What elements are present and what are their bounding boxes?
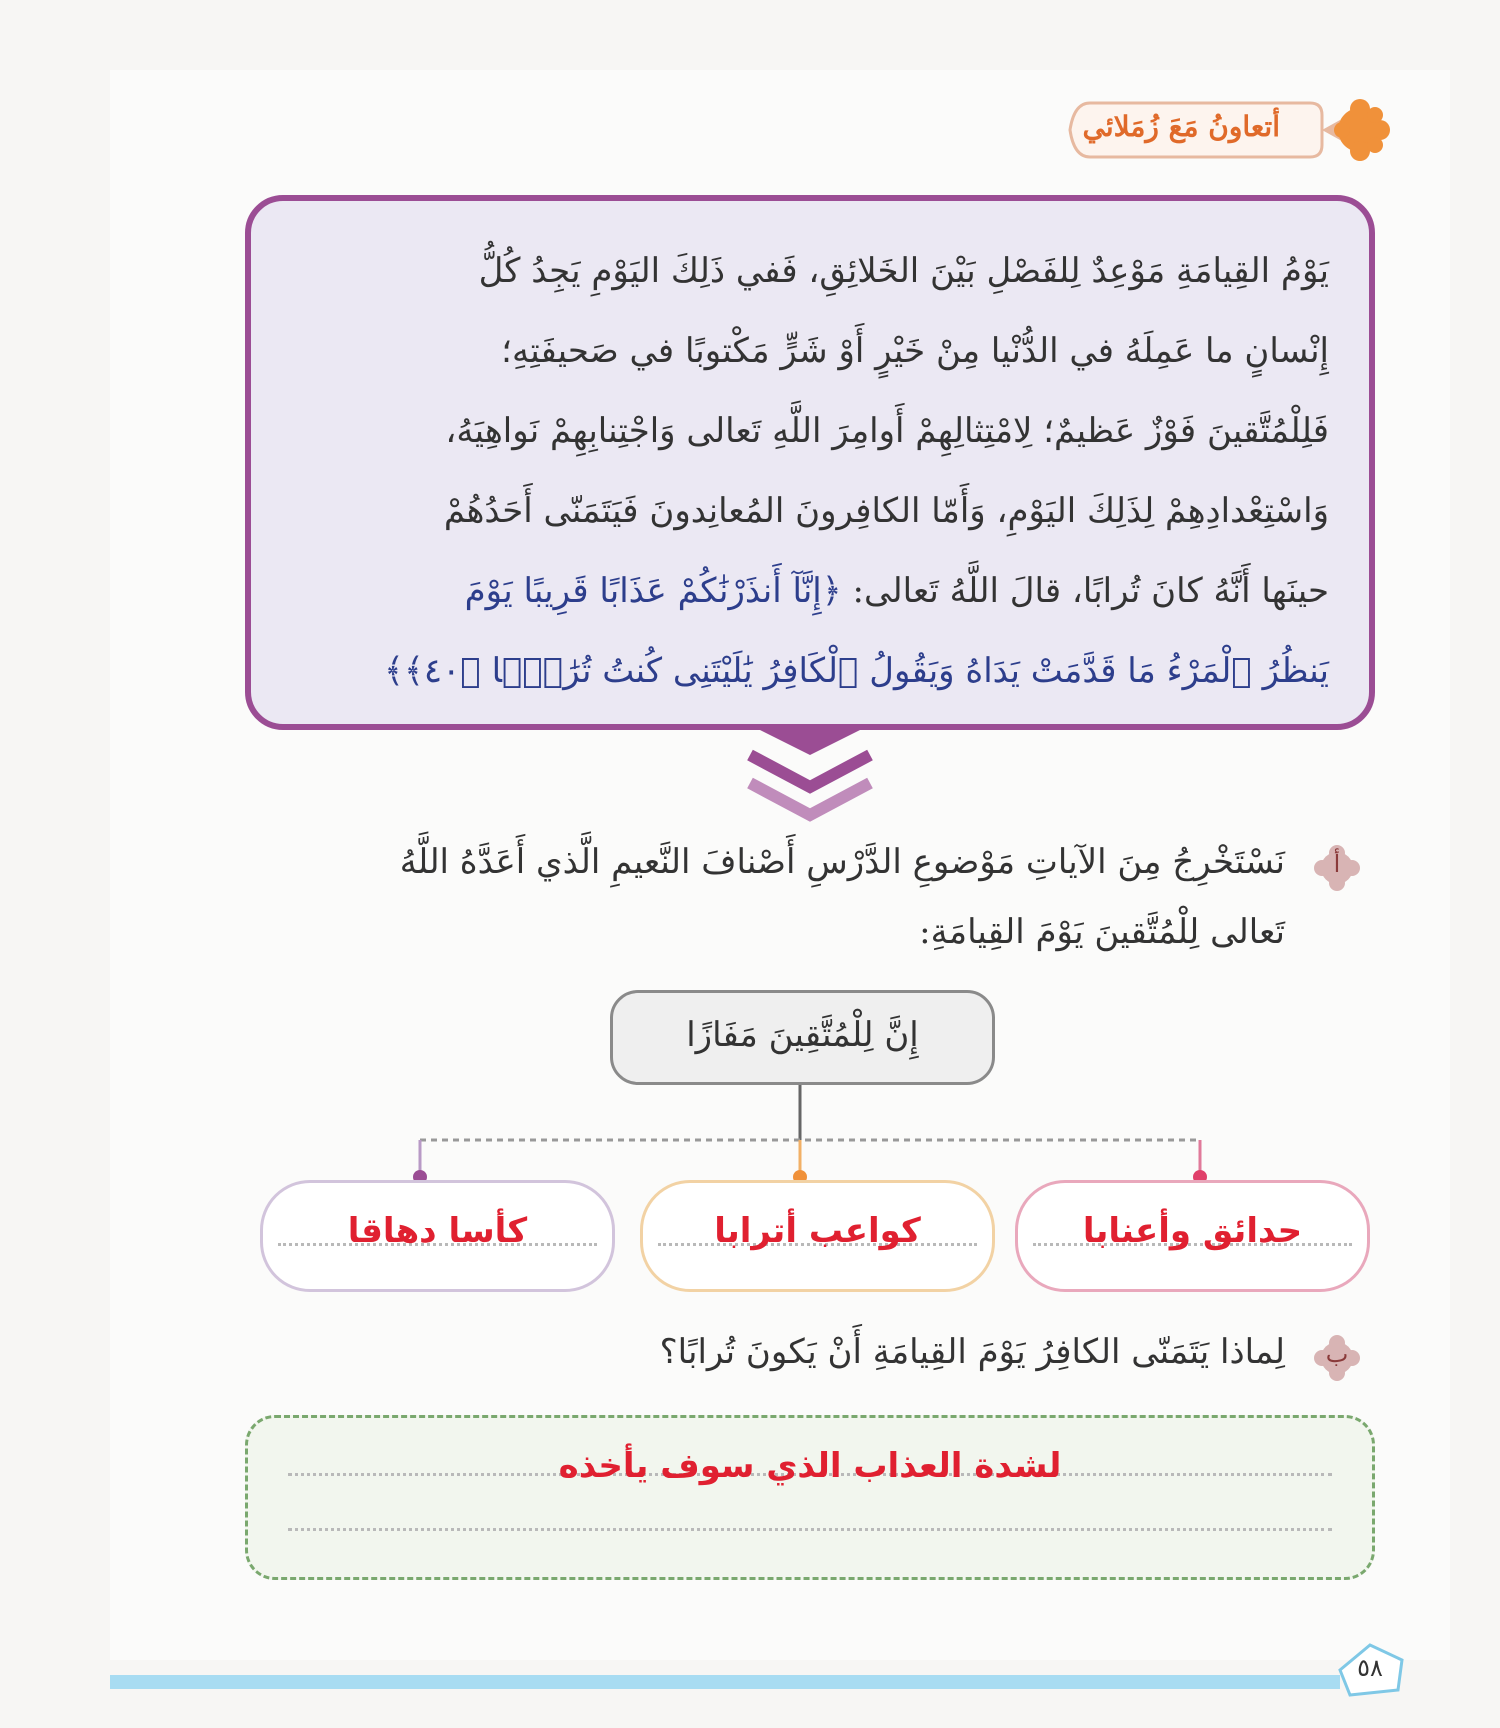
question-b-text: لِماذا يَتَمَنّى الكافِرُ يَوْمَ القِيامَةِ أَنْ يَكونَ تُرابًا؟ (659, 1332, 1285, 1372)
passage-line: إِنْسانٍ ما عَمِلَهُ في الدُّنْيا مِنْ خَيْرٍ أَوْ شَرٍّ مَكْتوبًا في صَحيفَتِهِ؛ (501, 331, 1329, 371)
answer-text: لشدة العذاب الذي سوف يأخذه (558, 1446, 1062, 1486)
question-a-letter: أ (1333, 850, 1341, 878)
answer-box-companions[interactable] (640, 1180, 995, 1292)
page-number-text: ٥٨ (1357, 1654, 1383, 1682)
verse-box: إِنَّ لِلْمُتَّقِينَ مَفَازًا (610, 990, 995, 1085)
question-b-marker (1314, 1335, 1360, 1381)
question-a-text-line2: تَعالى لِلْمُتَّقينَ يَوْمَ القِيامَةِ: (919, 912, 1285, 952)
answer-box-reason[interactable] (245, 1415, 1375, 1580)
passage-line-with-verse (291, 551, 1329, 631)
passage-line: يَوْمُ القِيامَةِ مَوْعِدٌ لِلفَصْلِ بَيْنَ الخَلائِقِ، فَفي ذَلِكَ اليَوْمِ يَجِدُ كُلُّ (478, 251, 1329, 291)
connector-lines (380, 1085, 1230, 1195)
quran-verse: يَنظُرُ ٱلْمَرْءُ مَا قَدَّمَتْ يَدَاهُ وَيَقُولُ ٱلْكَافِرُ يَٰلَيْتَنِى كُنتُ تُرَٰبًۢا ﴿٤٠﴾﴾ (384, 651, 1329, 691)
dotted-line (288, 1528, 1332, 1531)
answer-text: كواعب أترابا (714, 1211, 921, 1251)
question-b-letter: ب (1325, 1340, 1349, 1368)
question-a-text-line1: نَسْتَخْرِجُ مِنَ الآياتِ مَوْضوعِ الدَّرْسِ أَصْنافَ النَّعيمِ الَّذي أَعَدَّهُ اللَّهُ (399, 842, 1285, 882)
passage-box (245, 195, 1375, 730)
answer-text: كأسا دهاقا (347, 1211, 528, 1251)
section-header (1060, 95, 1390, 165)
chevron-down-icon (740, 725, 880, 825)
quran-verse: ﴿إِنَّآ أَنذَرْنَٰكُمْ عَذَابًا قَرِيبًا يَوْمَ (464, 571, 842, 611)
question-a-marker (1314, 845, 1360, 891)
answer-text: حدائق وأعنابا (1082, 1211, 1303, 1251)
passage-text: حينَها أَنَّهُ كانَ تُرابًا، قالَ اللَّهُ تَعالى: (852, 571, 1329, 611)
passage-line: وَاسْتِعْدادِهِمْ لِذَلِكَ اليَوْمِ، وَأَمّا الكافِرونَ المُعانِدونَ فَيَتَمَنّى أَحَدُهُمْ (443, 491, 1329, 531)
answer-box-cup[interactable] (260, 1180, 615, 1292)
section-title: أتعاونُ مَعَ زُمَلائي (1082, 110, 1280, 143)
footer-bar (110, 1675, 1340, 1689)
answer-box-gardens[interactable] (1015, 1180, 1370, 1292)
passage-line: فَلِلْمُتَّقينَ فَوْزٌ عَظيمٌ؛ لِامْتِثالِهِمْ أَوامِرَ اللَّهِ تَعالى وَاجْتِنابِهِمْ نَواهِيَهُ، (445, 411, 1329, 451)
page-number (1330, 1640, 1410, 1700)
